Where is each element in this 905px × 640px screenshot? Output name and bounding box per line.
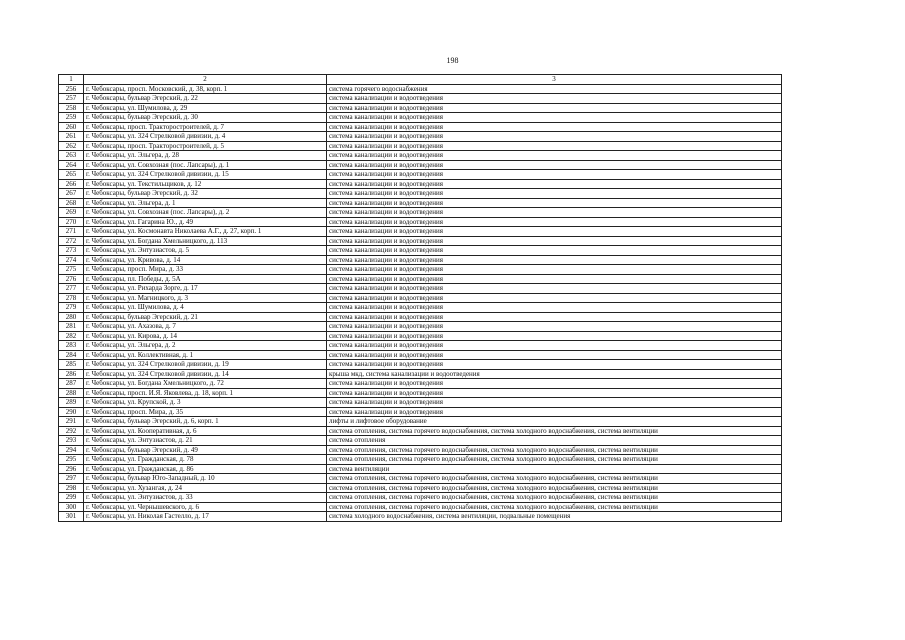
row-number-cell: 282 [59, 331, 84, 341]
row-number-cell: 261 [59, 132, 84, 142]
address-cell: г. Чебоксары, ул. Совхозная (пос. Лапсары), д. 1 [84, 160, 327, 170]
table-row [59, 217, 782, 227]
table-row [59, 455, 782, 465]
table-row [59, 227, 782, 237]
row-number-cell: 267 [59, 189, 84, 199]
row-number-cell: 265 [59, 170, 84, 180]
table-row [59, 170, 782, 180]
row-number-cell: 291 [59, 417, 84, 427]
table-row [59, 417, 782, 427]
systems-cell: система канализации и водоотведения [327, 265, 782, 275]
table-body [59, 84, 782, 521]
row-number-cell: 288 [59, 388, 84, 398]
systems-cell: система канализации и водоотведения [327, 132, 782, 142]
address-cell: г. Чебоксары, бульвар Эгерский, д. 21 [84, 312, 327, 322]
systems-cell: система канализации и водоотведения [327, 293, 782, 303]
table-row [59, 464, 782, 474]
row-number-cell: 259 [59, 113, 84, 123]
table-row [59, 84, 782, 94]
address-cell: г. Чебоксары, бульвар Эгерский, д. 32 [84, 189, 327, 199]
row-number-cell: 256 [59, 84, 84, 94]
address-cell: г. Чебоксары, ул. Кооперативная, д. 6 [84, 426, 327, 436]
address-cell: г. Чебоксары, ул. Эльгера, д. 1 [84, 198, 327, 208]
row-number-cell: 284 [59, 350, 84, 360]
table-row [59, 274, 782, 284]
table-row [59, 360, 782, 370]
systems-cell: система горячего водоснабжения [327, 84, 782, 94]
address-cell: г. Чебоксары, ул. Эльгера, д. 2 [84, 341, 327, 351]
table-row [59, 189, 782, 199]
address-cell: г. Чебоксары, ул. Гражданская, д. 86 [84, 464, 327, 474]
systems-cell: система отопления, система горячего водоснабжения, система холодного водоснабжения, система вентиляции [327, 483, 782, 493]
address-cell: г. Чебоксары, просп. Мира, д. 35 [84, 407, 327, 417]
row-number-cell: 273 [59, 246, 84, 256]
row-number-cell: 300 [59, 502, 84, 512]
row-number-cell: 294 [59, 445, 84, 455]
systems-cell: система вентиляции [327, 464, 782, 474]
table-row [59, 379, 782, 389]
table-row [59, 293, 782, 303]
table-row [59, 236, 782, 246]
row-number-cell: 299 [59, 493, 84, 503]
table-row [59, 502, 782, 512]
address-cell: г. Чебоксары, ул. 324 Стрелковой дивизии, д. 14 [84, 369, 327, 379]
row-number-cell: 280 [59, 312, 84, 322]
address-cell: г. Чебоксары, бульвар Эгерский, д. 22 [84, 94, 327, 104]
objects-table [58, 74, 782, 522]
row-number-cell: 281 [59, 322, 84, 332]
table-row [59, 246, 782, 256]
address-cell: г. Чебоксары, бульвар Эгерский, д. 30 [84, 113, 327, 123]
address-cell: г. Чебоксары, ул. Богдана Хмельницкого, д. 72 [84, 379, 327, 389]
systems-cell: система отопления, система горячего водоснабжения, система холодного водоснабжения, система вентиляции [327, 474, 782, 484]
systems-cell: система канализации и водоотведения [327, 198, 782, 208]
table-row [59, 122, 782, 132]
address-cell: г. Чебоксары, ул. 324 Стрелковой дивизии, д. 4 [84, 132, 327, 142]
systems-cell: система холодного водоснабжения, система вентиляции, подвальные помещения [327, 512, 782, 522]
address-cell: г. Чебоксары, просп. Мира, д. 33 [84, 265, 327, 275]
address-cell: г. Чебоксары, просп. Тракторостроителей, д. 7 [84, 122, 327, 132]
address-cell: г. Чебоксары, ул. Гагарина Ю., д. 49 [84, 217, 327, 227]
address-cell: г. Чебоксары, ул. Гражданская, д. 78 [84, 455, 327, 465]
address-cell: г. Чебоксары, просп. Тракторостроителей, д. 5 [84, 141, 327, 151]
address-cell: г. Чебоксары, ул. Энтузиастов, д. 33 [84, 493, 327, 503]
table-row [59, 350, 782, 360]
row-number-cell: 276 [59, 274, 84, 284]
address-cell: г. Чебоксары, ул. Энтузиастов, д. 5 [84, 246, 327, 256]
row-number-cell: 285 [59, 360, 84, 370]
address-cell: г. Чебоксары, бульвар Юго-Западный, д. 10 [84, 474, 327, 484]
address-cell: г. Чебоксары, ул. Николая Гастелло, д. 17 [84, 512, 327, 522]
row-number-cell: 260 [59, 122, 84, 132]
systems-cell: система канализации и водоотведения [327, 331, 782, 341]
row-number-cell: 275 [59, 265, 84, 275]
row-number-cell: 289 [59, 398, 84, 408]
address-cell: г. Чебоксары, ул. Коллективная, д. 1 [84, 350, 327, 360]
table-row [59, 208, 782, 218]
table-row [59, 132, 782, 142]
address-cell: г. Чебоксары, просп. Московский, д. 38, корп. 1 [84, 84, 327, 94]
systems-cell: система канализации и водоотведения [327, 398, 782, 408]
address-cell: г. Чебоксары, ул. 324 Стрелковой дивизии, д. 15 [84, 170, 327, 180]
systems-cell: система канализации и водоотведения [327, 227, 782, 237]
address-cell: г. Чебоксары, ул. Крупской, д. 3 [84, 398, 327, 408]
address-cell: г. Чебоксары, ул. Хузангая, д. 24 [84, 483, 327, 493]
address-cell: г. Чебоксары, ул. Космонавта Николаева А.Г., д. 27, корп. 1 [84, 227, 327, 237]
systems-cell: система канализации и водоотведения [327, 189, 782, 199]
systems-cell: система отопления, система горячего водоснабжения, система холодного водоснабжения, система вентиляции [327, 445, 782, 455]
row-number-cell: 286 [59, 369, 84, 379]
systems-cell: система канализации и водоотведения [327, 217, 782, 227]
address-cell: г. Чебоксары, пл. Победы, д. 5А [84, 274, 327, 284]
systems-cell: система канализации и водоотведения [327, 274, 782, 284]
row-number-cell: 257 [59, 94, 84, 104]
table-row [59, 284, 782, 294]
table-row [59, 94, 782, 104]
table-row [59, 341, 782, 351]
table-row [59, 151, 782, 161]
row-number-cell: 272 [59, 236, 84, 246]
address-cell: г. Чебоксары, бульвар Эгерский, д. 6, корп. 1 [84, 417, 327, 427]
header-cell-number: 1 [59, 75, 84, 85]
address-cell: г. Чебоксары, ул. Чернышевского, д. 6 [84, 502, 327, 512]
systems-cell: система отопления [327, 436, 782, 446]
systems-cell: система канализации и водоотведения [327, 236, 782, 246]
table-row [59, 331, 782, 341]
systems-cell: система канализации и водоотведения [327, 113, 782, 123]
table-row [59, 426, 782, 436]
address-cell: г. Чебоксары, ул. 324 Стрелковой дивизии, д. 19 [84, 360, 327, 370]
row-number-cell: 271 [59, 227, 84, 237]
systems-cell: система канализации и водоотведения [327, 312, 782, 322]
table-row [59, 398, 782, 408]
systems-cell: крыша мкд, система канализации и водоотведения [327, 369, 782, 379]
systems-cell: система канализации и водоотведения [327, 284, 782, 294]
table-row [59, 483, 782, 493]
systems-cell: система канализации и водоотведения [327, 407, 782, 417]
row-number-cell: 296 [59, 464, 84, 474]
row-number-cell: 274 [59, 255, 84, 265]
address-cell: г. Чебоксары, ул. Энтузиастов, д. 21 [84, 436, 327, 446]
row-number-cell: 301 [59, 512, 84, 522]
systems-cell: система канализации и водоотведения [327, 160, 782, 170]
systems-cell: система канализации и водоотведения [327, 208, 782, 218]
address-cell: г. Чебоксары, ул. Ахазова, д. 7 [84, 322, 327, 332]
systems-cell: система отопления, система горячего водоснабжения, система холодного водоснабжения, система вентиляции [327, 455, 782, 465]
row-number-cell: 258 [59, 103, 84, 113]
row-number-cell: 269 [59, 208, 84, 218]
systems-cell: система канализации и водоотведения [327, 341, 782, 351]
row-number-cell: 268 [59, 198, 84, 208]
address-cell: г. Чебоксары, ул. Эльгера, д. 28 [84, 151, 327, 161]
table-row [59, 407, 782, 417]
table-row [59, 369, 782, 379]
table-row [59, 493, 782, 503]
table-row [59, 445, 782, 455]
table-row [59, 160, 782, 170]
table-row [59, 474, 782, 484]
row-number-cell: 264 [59, 160, 84, 170]
table-row [59, 198, 782, 208]
table-row [59, 113, 782, 123]
row-number-cell: 263 [59, 151, 84, 161]
row-number-cell: 293 [59, 436, 84, 446]
address-cell: г. Чебоксары, ул. Богдана Хмельницкого, д. 113 [84, 236, 327, 246]
address-cell: г. Чебоксары, ул. Рихарда Зорге, д. 17 [84, 284, 327, 294]
table-row [59, 265, 782, 275]
systems-cell: лифты и лифтовое оборудование [327, 417, 782, 427]
systems-cell: система канализации и водоотведения [327, 170, 782, 180]
systems-cell: система канализации и водоотведения [327, 379, 782, 389]
row-number-cell: 277 [59, 284, 84, 294]
header-row [59, 75, 782, 85]
row-number-cell: 283 [59, 341, 84, 351]
row-number-cell: 279 [59, 303, 84, 313]
page-number: 198 [446, 56, 459, 65]
systems-cell: система канализации и водоотведения [327, 94, 782, 104]
systems-cell: система канализации и водоотведения [327, 255, 782, 265]
table-row [59, 312, 782, 322]
systems-cell: система канализации и водоотведения [327, 303, 782, 313]
systems-cell: система канализации и водоотведения [327, 179, 782, 189]
table-row [59, 103, 782, 113]
systems-cell: система канализации и водоотведения [327, 103, 782, 113]
row-number-cell: 262 [59, 141, 84, 151]
systems-cell: система канализации и водоотведения [327, 350, 782, 360]
header-cell-address: 2 [84, 75, 327, 85]
table-row [59, 303, 782, 313]
systems-cell: система канализации и водоотведения [327, 322, 782, 332]
systems-cell: система канализации и водоотведения [327, 151, 782, 161]
systems-cell: система канализации и водоотведения [327, 388, 782, 398]
address-cell: г. Чебоксары, бульвар Эгерский, д. 49 [84, 445, 327, 455]
row-number-cell: 266 [59, 179, 84, 189]
systems-cell: система канализации и водоотведения [327, 246, 782, 256]
systems-cell: система отопления, система горячего водоснабжения, система холодного водоснабжения, система вентиляции [327, 493, 782, 503]
row-number-cell: 295 [59, 455, 84, 465]
row-number-cell: 292 [59, 426, 84, 436]
address-cell: г. Чебоксары, ул. Магницкого, д. 3 [84, 293, 327, 303]
header-cell-systems: 3 [327, 75, 782, 85]
address-cell: г. Чебоксары, ул. Совхозная (пос. Лапсары), д. 2 [84, 208, 327, 218]
address-cell: г. Чебоксары, ул. Кривова, д. 14 [84, 255, 327, 265]
address-cell: г. Чебоксары, просп. И.Я. Яковлева, д. 18, корп. 1 [84, 388, 327, 398]
row-number-cell: 278 [59, 293, 84, 303]
table-row [59, 322, 782, 332]
table-row [59, 141, 782, 151]
address-cell: г. Чебоксары, ул. Текстильщиков, д. 12 [84, 179, 327, 189]
table-header [59, 75, 782, 85]
systems-cell: система канализации и водоотведения [327, 122, 782, 132]
address-cell: г. Чебоксары, ул. Шумилова, д. 4 [84, 303, 327, 313]
row-number-cell: 297 [59, 474, 84, 484]
table-row [59, 388, 782, 398]
row-number-cell: 298 [59, 483, 84, 493]
table-row [59, 255, 782, 265]
systems-cell: система отопления, система горячего водоснабжения, система холодного водоснабжения, система вентиляции [327, 502, 782, 512]
row-number-cell: 270 [59, 217, 84, 227]
row-number-cell: 290 [59, 407, 84, 417]
systems-cell: система канализации и водоотведения [327, 360, 782, 370]
table-row [59, 512, 782, 522]
address-cell: г. Чебоксары, ул. Шумилова, д. 29 [84, 103, 327, 113]
systems-cell: система отопления, система горячего водоснабжения, система холодного водоснабжения, система вентиляции [327, 426, 782, 436]
address-cell: г. Чебоксары, ул. Кирова, д. 14 [84, 331, 327, 341]
row-number-cell: 287 [59, 379, 84, 389]
table-row [59, 436, 782, 446]
table-row [59, 179, 782, 189]
systems-cell: система канализации и водоотведения [327, 141, 782, 151]
